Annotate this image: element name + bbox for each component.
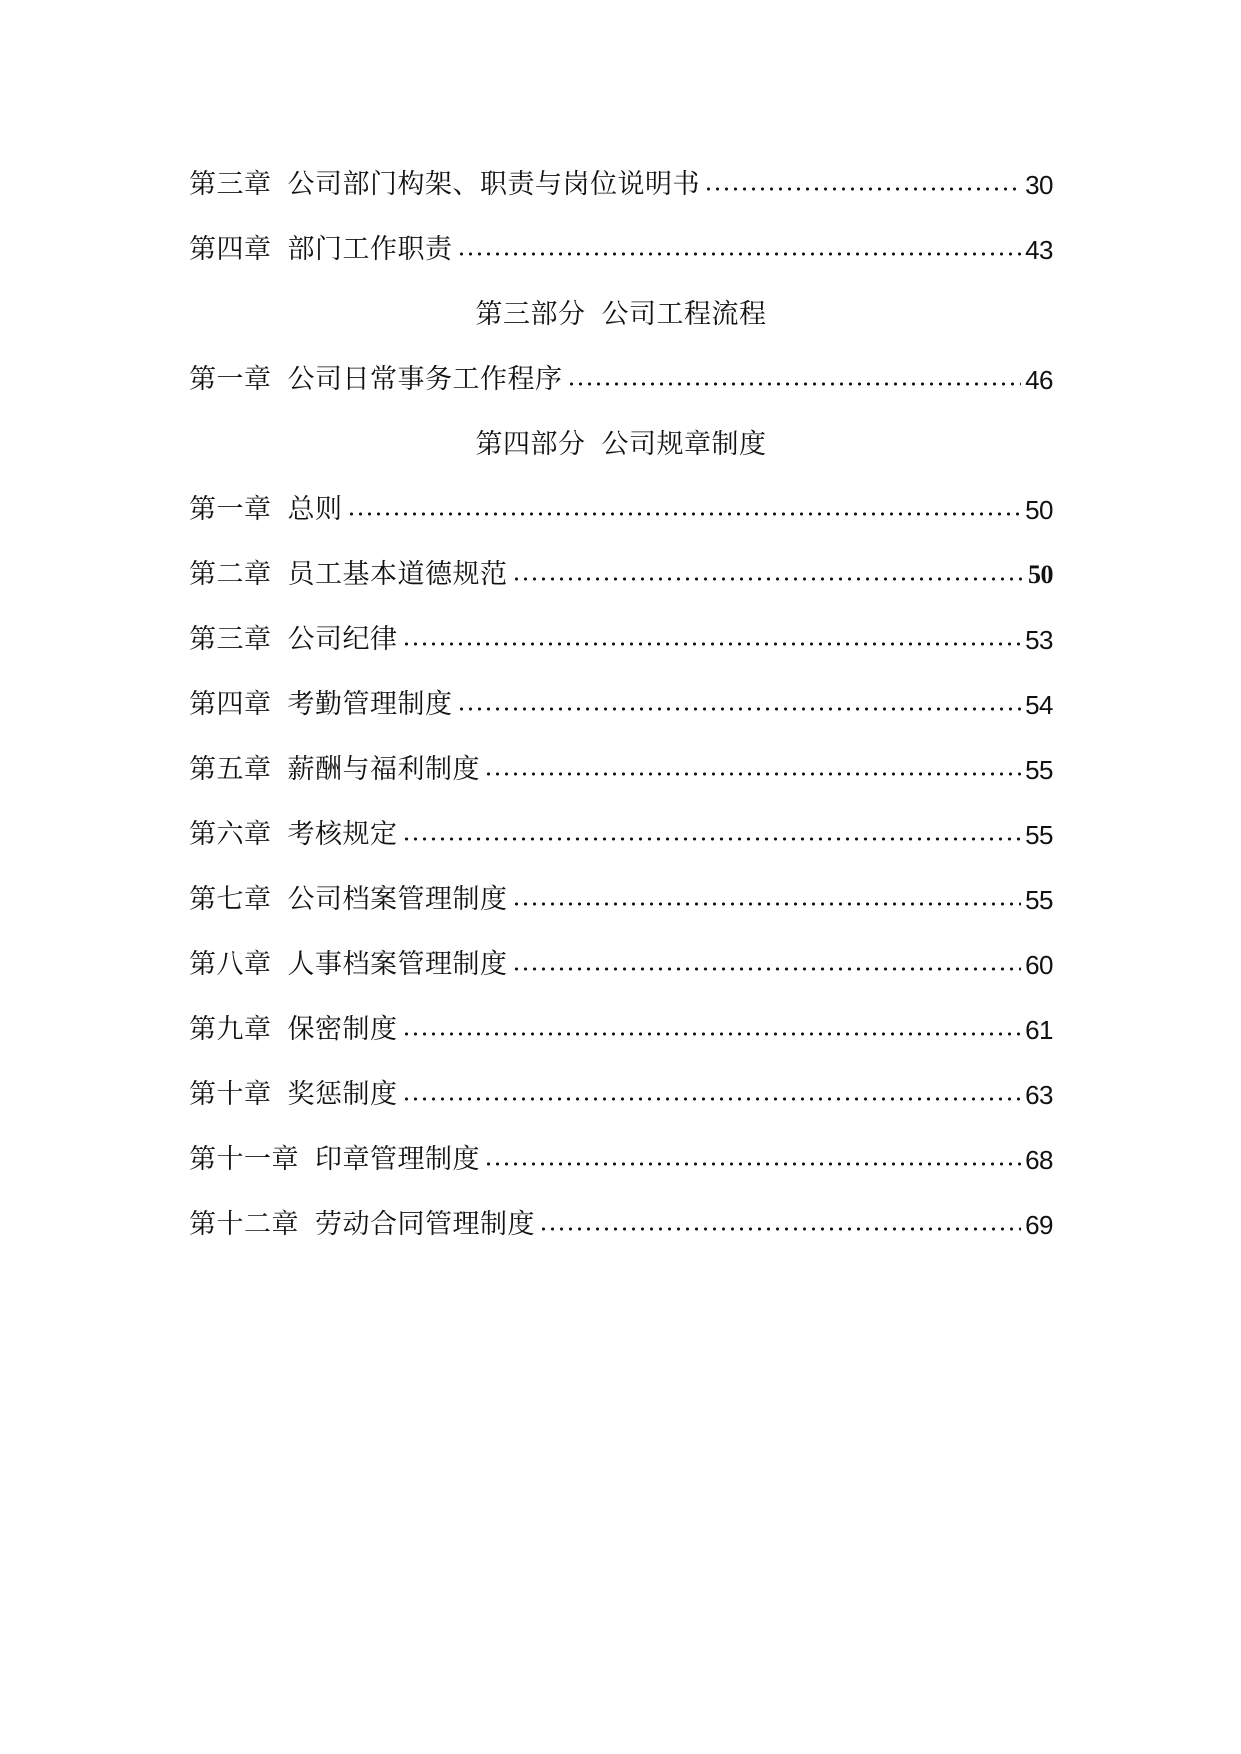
toc-page-number: 53: [1025, 624, 1053, 655]
toc-chapter-number: 第八章: [189, 949, 272, 980]
toc-chapter-title: 公司纪律: [287, 624, 398, 655]
toc-entry[interactable]: [189, 802, 1053, 867]
toc-part-heading: [189, 412, 1053, 477]
dot-leader: [567, 382, 1022, 386]
toc-entry[interactable]: [189, 1192, 1053, 1257]
toc-chapter-number: 第三章: [189, 169, 272, 200]
toc-chapter-number: 第一章: [189, 364, 272, 395]
toc-chapter-title: 考核规定: [287, 819, 398, 850]
toc-entry[interactable]: [189, 217, 1053, 282]
toc-entry[interactable]: [189, 932, 1053, 997]
dot-leader: [457, 252, 1022, 256]
dot-leader: [512, 902, 1022, 906]
toc-chapter-title: 公司日常事务工作程序: [287, 364, 563, 395]
toc-chapter-title: 部门工作职责: [287, 234, 453, 265]
table-of-contents: [189, 152, 1053, 1257]
toc-entry[interactable]: [189, 1062, 1053, 1127]
toc-chapter-number: 第五章: [189, 754, 272, 785]
toc-chapter-number: 第七章: [189, 884, 272, 915]
toc-entry[interactable]: [189, 542, 1053, 607]
toc-page-number: 55: [1025, 819, 1053, 850]
toc-page-number: 30: [1025, 169, 1053, 200]
toc-page-number: 50: [1028, 559, 1053, 589]
toc-chapter-number: 第十二章: [189, 1209, 299, 1240]
dot-leader: [402, 837, 1022, 841]
toc-page-number: 68: [1025, 1144, 1053, 1175]
toc-chapter-title: 薪酬与福利制度: [287, 754, 480, 785]
toc-part-title: 公司规章制度: [601, 429, 767, 460]
toc-chapter-number: 第二章: [189, 559, 272, 590]
dot-leader: [402, 1097, 1022, 1101]
dot-leader: [457, 707, 1022, 711]
toc-chapter-title: 保密制度: [287, 1014, 398, 1045]
toc-chapter-title: 劳动合同管理制度: [315, 1209, 535, 1240]
toc-chapter-title: 总则: [287, 494, 343, 525]
toc-chapter-number: 第四章: [189, 234, 272, 265]
toc-page-number: 55: [1025, 754, 1053, 785]
toc-entry[interactable]: [189, 672, 1053, 737]
toc-chapter-title: 奖惩制度: [287, 1079, 398, 1110]
toc-page-number: 60: [1025, 949, 1053, 980]
toc-chapter-title: 人事档案管理制度: [287, 949, 508, 980]
toc-entry[interactable]: [189, 477, 1053, 542]
toc-page-number: 63: [1025, 1079, 1053, 1110]
toc-entry[interactable]: [189, 737, 1053, 802]
toc-chapter-number: 第三章: [189, 624, 272, 655]
dot-leader: [402, 1032, 1022, 1036]
dot-leader: [402, 642, 1022, 646]
toc-chapter-number: 第四章: [189, 689, 272, 720]
dot-leader: [347, 512, 1022, 516]
toc-chapter-number: 第九章: [189, 1014, 272, 1045]
toc-part-number: 第四部分: [475, 429, 586, 460]
toc-entry[interactable]: [189, 867, 1053, 932]
toc-chapter-title: 考勤管理制度: [287, 689, 453, 720]
toc-page-number: 46: [1025, 364, 1053, 395]
toc-chapter-number: 第六章: [189, 819, 272, 850]
toc-chapter-title: 公司部门构架、职责与岗位说明书: [287, 169, 700, 200]
toc-chapter-number: 第十章: [189, 1079, 272, 1110]
toc-entry[interactable]: [189, 607, 1053, 672]
toc-part-title: 公司工程流程: [601, 299, 767, 330]
dot-leader: [704, 187, 1021, 191]
toc-part-heading: [189, 282, 1053, 347]
dot-leader: [484, 772, 1021, 776]
toc-chapter-number: 第一章: [189, 494, 272, 525]
toc-entry[interactable]: [189, 152, 1053, 217]
dot-leader: [484, 1162, 1021, 1166]
toc-chapter-title: 员工基本道德规范: [287, 559, 508, 590]
toc-part-number: 第三部分: [475, 299, 586, 330]
toc-entry[interactable]: [189, 347, 1053, 412]
toc-page-number: 54: [1025, 689, 1053, 720]
toc-chapter-title: 公司档案管理制度: [287, 884, 508, 915]
toc-chapter-number: 第十一章: [189, 1144, 299, 1175]
toc-page-number: 50: [1025, 494, 1053, 525]
dot-leader: [512, 967, 1022, 971]
toc-page-number: 69: [1025, 1209, 1053, 1240]
dot-leader: [512, 577, 1025, 581]
toc-page-number: 43: [1025, 234, 1053, 265]
toc-page-number: 61: [1025, 1014, 1053, 1045]
dot-leader: [539, 1227, 1021, 1231]
toc-entry[interactable]: [189, 1127, 1053, 1192]
toc-chapter-title: 印章管理制度: [315, 1144, 480, 1175]
toc-entry[interactable]: [189, 997, 1053, 1062]
toc-page-number: 55: [1025, 884, 1053, 915]
